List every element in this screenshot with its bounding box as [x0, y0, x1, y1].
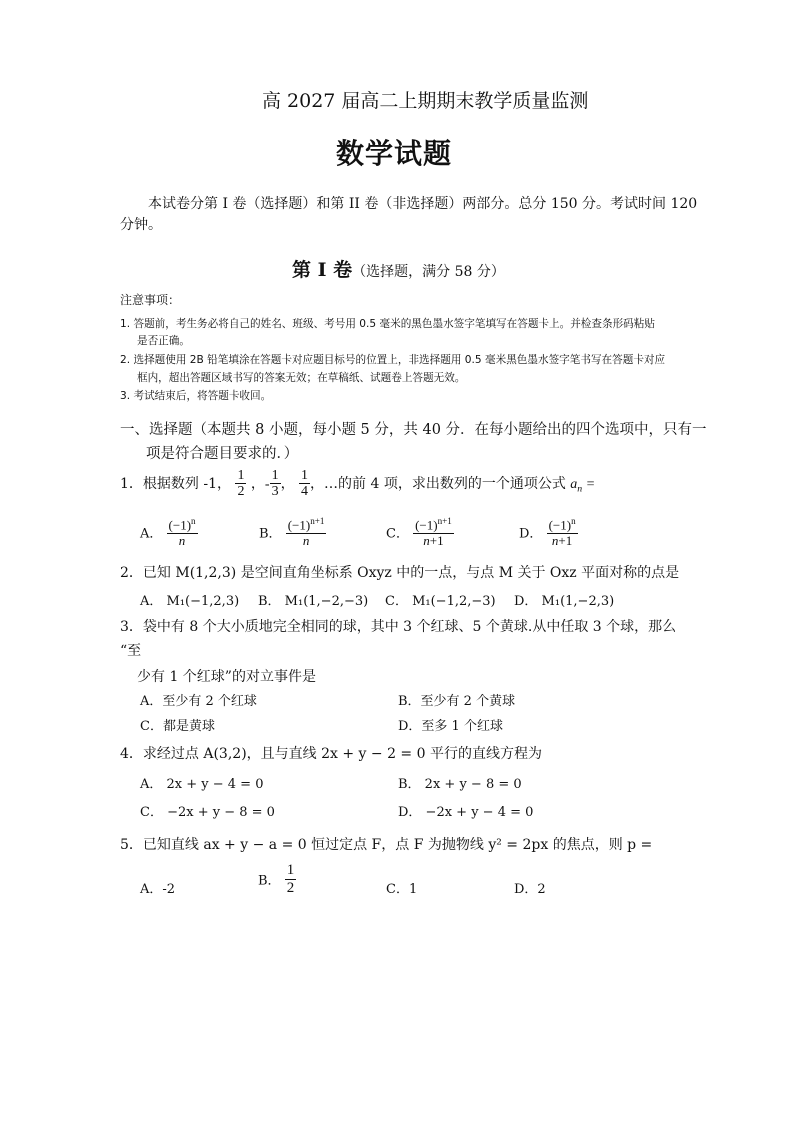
note-2-line-1: 2. 选择题使用 2B 铅笔填涂在答题卡对应题目标号的位置上，非选择题用 0.5 毫米黑色墨水签字笔书写在答题卡对应 [120, 354, 666, 366]
q1-option-d: D． $\frac{(-1)^n}{n+1}$ [519, 516, 576, 548]
q5-option-a: A．-2 [140, 882, 176, 897]
q3-line-1: 3．袋中有 8 个大小质地完全相同的球，其中 3 个红球、5 个黄球.从中任取 3 个球，那么 [120, 619, 677, 635]
q4-option-a: A． 2x + y − 4 = 0 [140, 777, 264, 792]
intro-line-1: 本试卷分第 I 卷（选择题）和第 II 卷（非选择题）两部分。总分 150 分。考试时间 120 [148, 196, 698, 212]
q2-stem: 2．已知 M(1,2,3) 是空间直角坐标系 Oxyz 中的一点，与点 M 关于 Oxz 平面对称的点是 [120, 565, 680, 581]
q5-stem: 5．已知直线 ax + y − a = 0 恒过定点 F，点 F 为抛物线 y² = 2px 的焦点，则 p = [120, 837, 653, 853]
q1-options [140, 516, 620, 556]
q1-option-c: C． $\frac{(-1)^{n+1}}{n+1}$ [386, 516, 452, 548]
note-1-line-2: 是否正确。 [137, 335, 190, 347]
part1-title-big: 第 Ⅰ 卷 [292, 259, 353, 281]
q5-option-b: B． $\frac{1}{2}$ [258, 862, 295, 896]
q3-option-c: C．都是黄球 [140, 719, 215, 734]
part1-title-small: （选择题，满分 58 分） [352, 264, 505, 280]
q4-option-b: B． 2x + y − 8 = 0 [398, 777, 522, 792]
section1-line-2: 项是符合题目要求的．） [146, 446, 299, 462]
q5-option-c: C．1 [386, 882, 418, 897]
intro-line-2: 分钟。 [120, 217, 162, 233]
q1-option-b: B． $\frac{(-1)^{n+1}}{n}$ [259, 516, 325, 548]
q2-option-b: B． M₁(1,−2,−3) [258, 594, 369, 609]
q2-option-d: D． M₁(1,−2,3) [514, 594, 615, 609]
exam-subtitle: 高 2027 届高二上期期末教学质量监测 [262, 90, 589, 112]
q5-option-d: D．2 [514, 882, 546, 897]
q3-option-b: B．至少有 2 个黄球 [398, 694, 516, 709]
note-2-line-2: 框内，超出答题区域书写的答案无效；在草稿纸、试题卷上答题无效。 [137, 372, 466, 384]
q3-option-d: D．至多 1 个红球 [398, 719, 503, 734]
q1-suffix: ，…的前 4 项，求出数列的一个通项公式 [310, 475, 566, 492]
note-1-line-1: 1. 答题前，考生务必将自己的姓名、班级、考号用 0.5 毫米的黑色墨水签字笔填写在答题卡上。并检查条形码粘贴 [120, 318, 655, 330]
q3-line-2: “至 [120, 643, 142, 659]
q3-line-3: 少有 1 个红球”的对立事件是 [137, 669, 316, 685]
q1-frac-1-3: $\frac{1}{3}$ [271, 468, 279, 500]
q1-prefix: 1．根据数列 -1， [120, 475, 231, 492]
q3-option-a: A．至少有 2 个红球 [140, 694, 257, 709]
q4-option-c: C． −2x + y − 8 = 0 [140, 805, 275, 820]
exam-title: 数学试题 [336, 137, 453, 170]
q1-stem: 1．根据数列 -1， $\frac{1}{2}$ ，- $\frac{1}{3}$ ， $\frac{1}{4}$ ，…的前 4 项，求出数列的一个通项公式 $a_n$ = [120, 468, 595, 500]
q1-frac-1-4: $\frac{1}{4}$ [301, 468, 309, 500]
q4-stem: 4．求经过点 A(3,2)，且与直线 2x + y − 2 = 0 平行的直线方程为 [120, 746, 542, 762]
section1-line-1: 一、选择题（本题共 8 小题，每小题 5 分，共 40 分．在每小题给出的四个选项中，只有一 [120, 422, 707, 438]
q1-frac-1-2: $\frac{1}{2}$ [237, 468, 245, 500]
note-3: 3. 考试结束后，将答题卡收回。 [120, 390, 272, 402]
q2-option-c: C． M₁(−1,2,−3) [385, 594, 496, 609]
notes-heading: 注意事项： [120, 293, 181, 307]
q2-option-a: A． M₁(−1,2,3) [140, 594, 240, 609]
q1-option-a: A． $\frac{(-1)^n}{n}$ [140, 516, 196, 548]
part1-title [292, 255, 505, 282]
q4-option-d: D． −2x + y − 4 = 0 [398, 805, 534, 820]
